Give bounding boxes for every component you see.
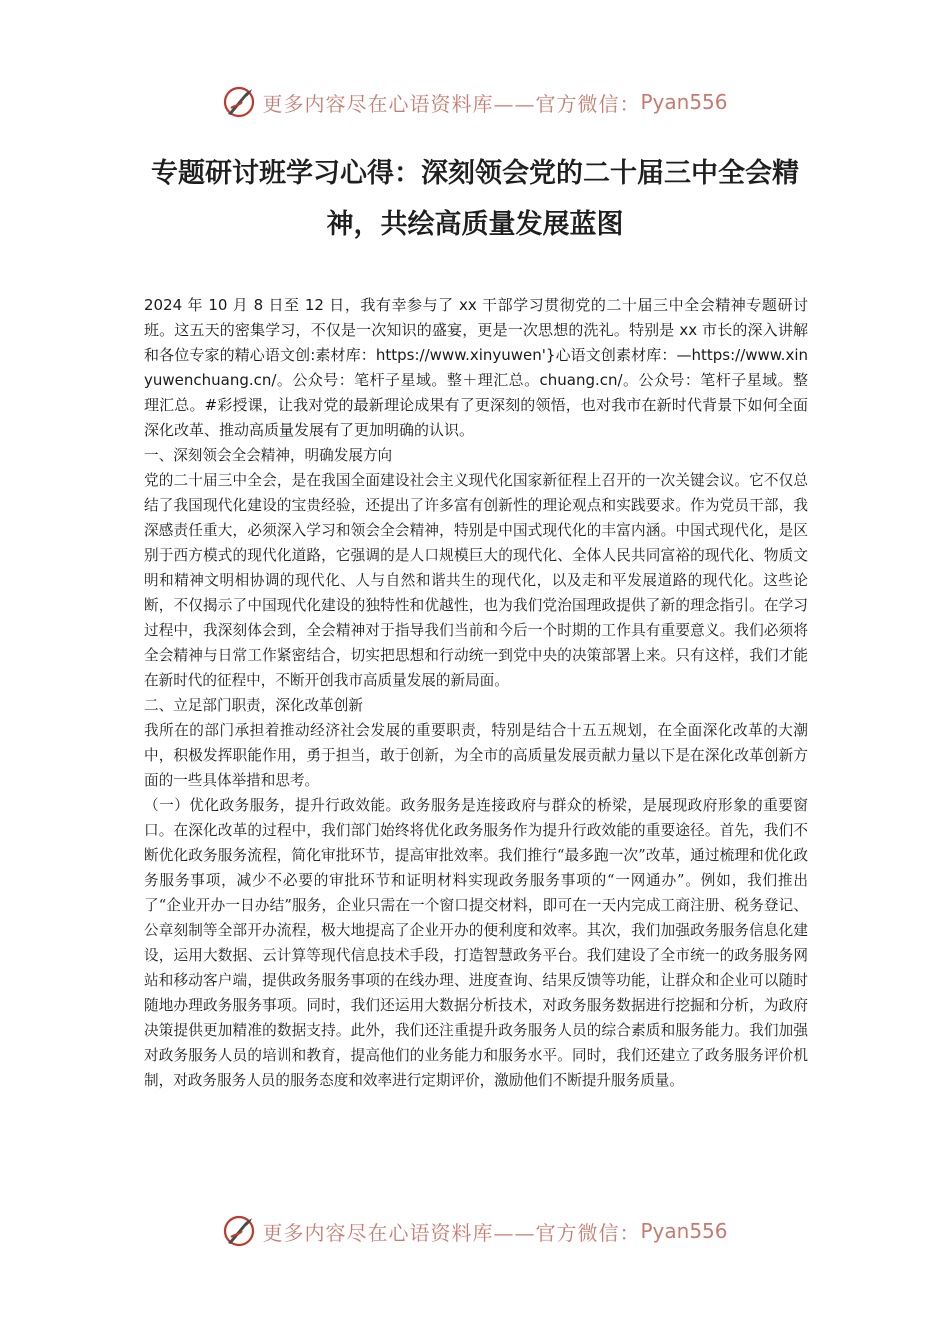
footer-banner — [0, 1211, 950, 1251]
banner-wechat-id: Pyan556 — [640, 90, 728, 114]
document-title: 专题研讨班学习心得：深刻领会党的二十届三中全会精神，共绘高质量发展蓝图 — [151, 158, 799, 240]
section-heading-1: 一、深刻领会全会精神，明确发展方向 — [144, 447, 393, 464]
brush-logo-icon — [222, 85, 256, 119]
banner-brand-text: 更多内容尽在心语资料库——官方微信： — [262, 1220, 641, 1245]
banner-wechat-id: Pyan556 — [640, 1219, 728, 1243]
document-body — [144, 293, 808, 1093]
header-banner — [0, 82, 950, 122]
brush-logo-icon — [222, 1214, 256, 1248]
section-heading-2: 二、立足部门职责，深化改革创新 — [144, 697, 363, 714]
subsection-1-paragraph: （一）优化政务服务，提升行政效能。政务服务是连接政府与群众的桥梁，是展现政府形象的重要窗口。在深化改革的过程中，我们部门始终将优化政务服务作为提升行政效能的重要途径。首先，我们不断优化政务服务流程，简化审批环节，提高审批效率。我们推行“最多跑一次”改革，通过梳理和优化政务服务事项，减少不必要的审批环节和证明材料实现政务服务事项的“一网通办”。例如，我们推出了“企业开办一日办结”服务，企业只需在一个窗口提交材料，即可在一天内完成工商注册、税务登记、公章刻制等全部开办流程，极大地提高了企业开办的便利度和效率。其次，我们加强政务服务信息化建设，运用大数据、云计算等现代信息技术手段，打造智慧政务平台。我们建设了全市统一的政务服务网站和移动客户端，提供政务服务事项的在线办理、进度查询、结果反馈等功能，让群众和企业可以随时随地办理政务服务事项。同时，我们还运用大数据分析技术，对政务服务数据进行挖掘和分析，为政府决策提供更加精准的数据支持。此外，我们还注重提升政务服务人员的综合素质和服务能力。我们加强对政务服务人员的培训和教育，提高他们的业务能力和服务水平。同时，我们还建立了政务服务评价机制，对政务服务人员的服务态度和效率进行定期评价，激励他们不断提升服务质量。 — [144, 797, 808, 1089]
section-2-paragraph: 我所在的部门承担着推动经济社会发展的重要职责，特别是结合十五五规划，在全面深化改革的大潮中，积极发挥职能作用，勇于担当，敢于创新，为全市的高质量发展贡献力量以下是在深化改革创新方面的一些具体举措和思考。 — [144, 722, 808, 789]
section-1-paragraph: 党的二十届三中全会，是在我国全面建设社会主义现代化国家新征程上召开的一次关键会议。它不仅总结了我国现代化建设的宝贵经验，还提出了许多富有创新性的理论观点和实践要求。作为党员干部，我深感责任重大，必须深入学习和领会全会精神，特别是中国式现代化的丰富内涵。中国式现代化，是区别于西方模式的现代化道路，它强调的是人口规模巨大的现代化、全体人民共同富裕的现代化、物质文明和精神文明相协调的现代化、人与自然和谐共生的现代化，以及走和平发展道路的现代化。这些论断，不仅揭示了中国现代化建设的独特性和优越性，也为我们党治国理政提供了新的理念指引。在学习过程中，我深刻体会到，全会精神对于指导我们当前和今后一个时期的工作具有重要意义。我们必须将全会精神与日常工作紧密结合，切实把思想和行动统一到党中央的决策部署上来。只有这样，我们才能在新时代的征程中，不断开创我市高质量发展的新局面。 — [144, 472, 808, 689]
banner-brand-text: 更多内容尽在心语资料库——官方微信： — [262, 91, 641, 116]
intro-paragraph: 2024 年 10 月 8 日至 12 日，我有幸参与了 xx 干部学习贯彻党的二十届三中全会精神专题研讨班。这五天的密集学习，不仅是一次知识的盛宴，更是一次思想的洗礼。特别是 xx 市长的深入讲解和各位专家的精心语文创:素材库：https://www.xinyuwen'}心语文创素材库：—https://www.xinyuwenchuang.cn/。公众号：笔杆子星域。整＋理汇总。chuang.cn/。公众号：笔杆子星域。整理汇总。#彩授课，让我对党的最新理论成果有了更深刻的领悟，也对我市在新时代背景下如何全面深化改革、推动高质量发展有了更加明确的认识。 — [144, 296, 808, 439]
